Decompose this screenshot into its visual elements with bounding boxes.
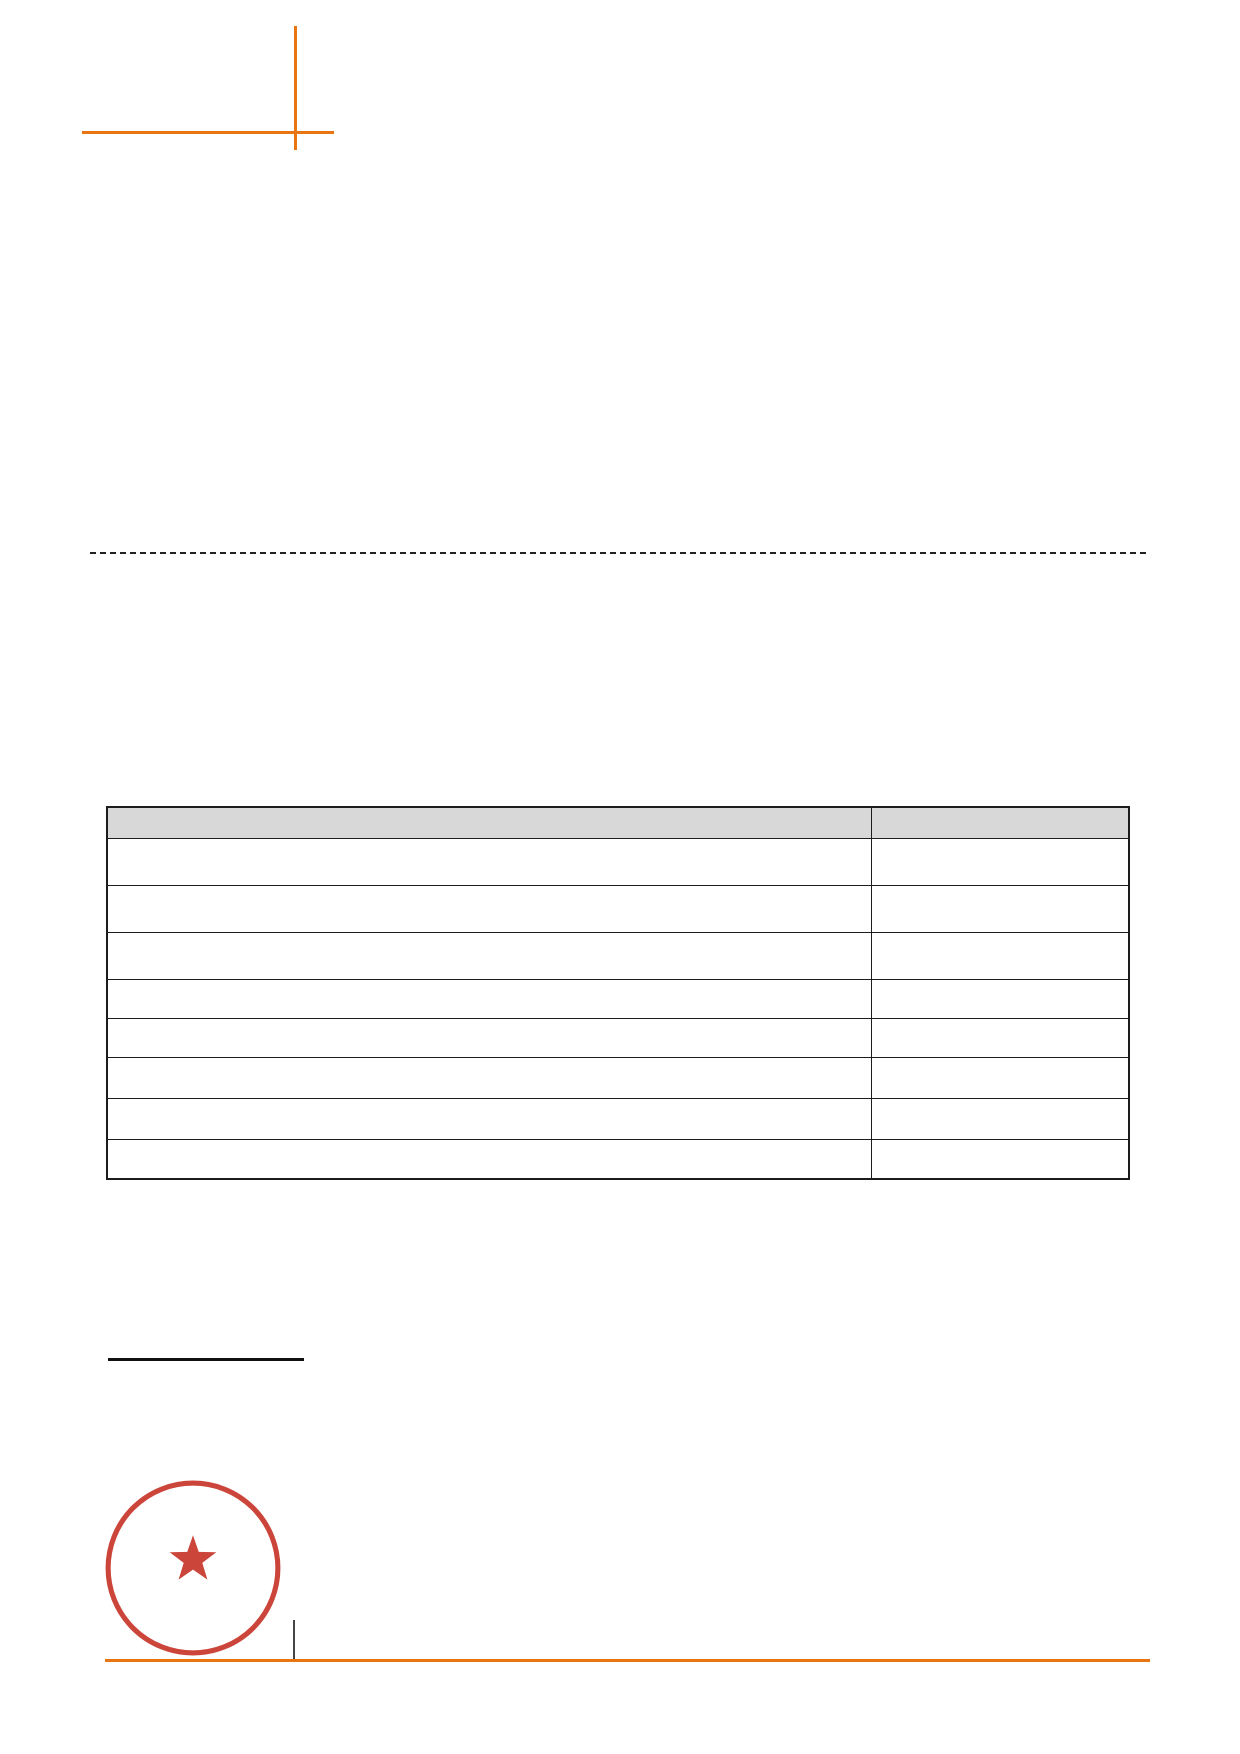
requirement-cell	[108, 839, 872, 885]
header-requirement	[108, 808, 872, 838]
requirement-cell	[108, 1058, 872, 1098]
table-row	[108, 1018, 1128, 1057]
stamp-star-icon	[170, 1535, 217, 1579]
table-row	[108, 1057, 1128, 1098]
conclusion-cell	[872, 886, 1128, 932]
table-row	[108, 932, 1128, 979]
requirement-cell	[108, 980, 872, 1018]
requirement-cell	[108, 933, 872, 979]
conclusion-cell	[872, 1099, 1128, 1139]
conclusion-cell	[872, 1140, 1128, 1178]
conclusion-cell	[872, 1019, 1128, 1057]
requirement-cell	[108, 1099, 872, 1139]
requirement-cell	[108, 1019, 872, 1057]
dashed-divider	[90, 552, 1148, 554]
requirement-cell	[108, 886, 872, 932]
conclusion-cell	[872, 839, 1128, 885]
table-header-row	[108, 808, 1128, 838]
conclusion-cell	[872, 933, 1128, 979]
conclusion-cell	[872, 1058, 1128, 1098]
address-divider-line	[293, 1620, 295, 1660]
conclusion-cell	[872, 980, 1128, 1018]
table-row	[108, 838, 1128, 885]
requirement-cell	[108, 1140, 872, 1178]
table-row	[108, 885, 1128, 932]
logo-orange-horizontal-line	[82, 131, 334, 134]
qr-code	[910, 1258, 1044, 1392]
footer-orange-rule	[105, 1659, 1150, 1662]
header-conclusion	[872, 808, 1128, 838]
results-table	[106, 806, 1130, 1180]
table-row	[108, 979, 1128, 1018]
signature-underline	[108, 1358, 304, 1361]
table-row	[108, 1139, 1128, 1178]
table-row	[108, 1098, 1128, 1139]
company-stamp	[103, 1478, 283, 1658]
legal-disclaimer	[293, 1487, 959, 1498]
